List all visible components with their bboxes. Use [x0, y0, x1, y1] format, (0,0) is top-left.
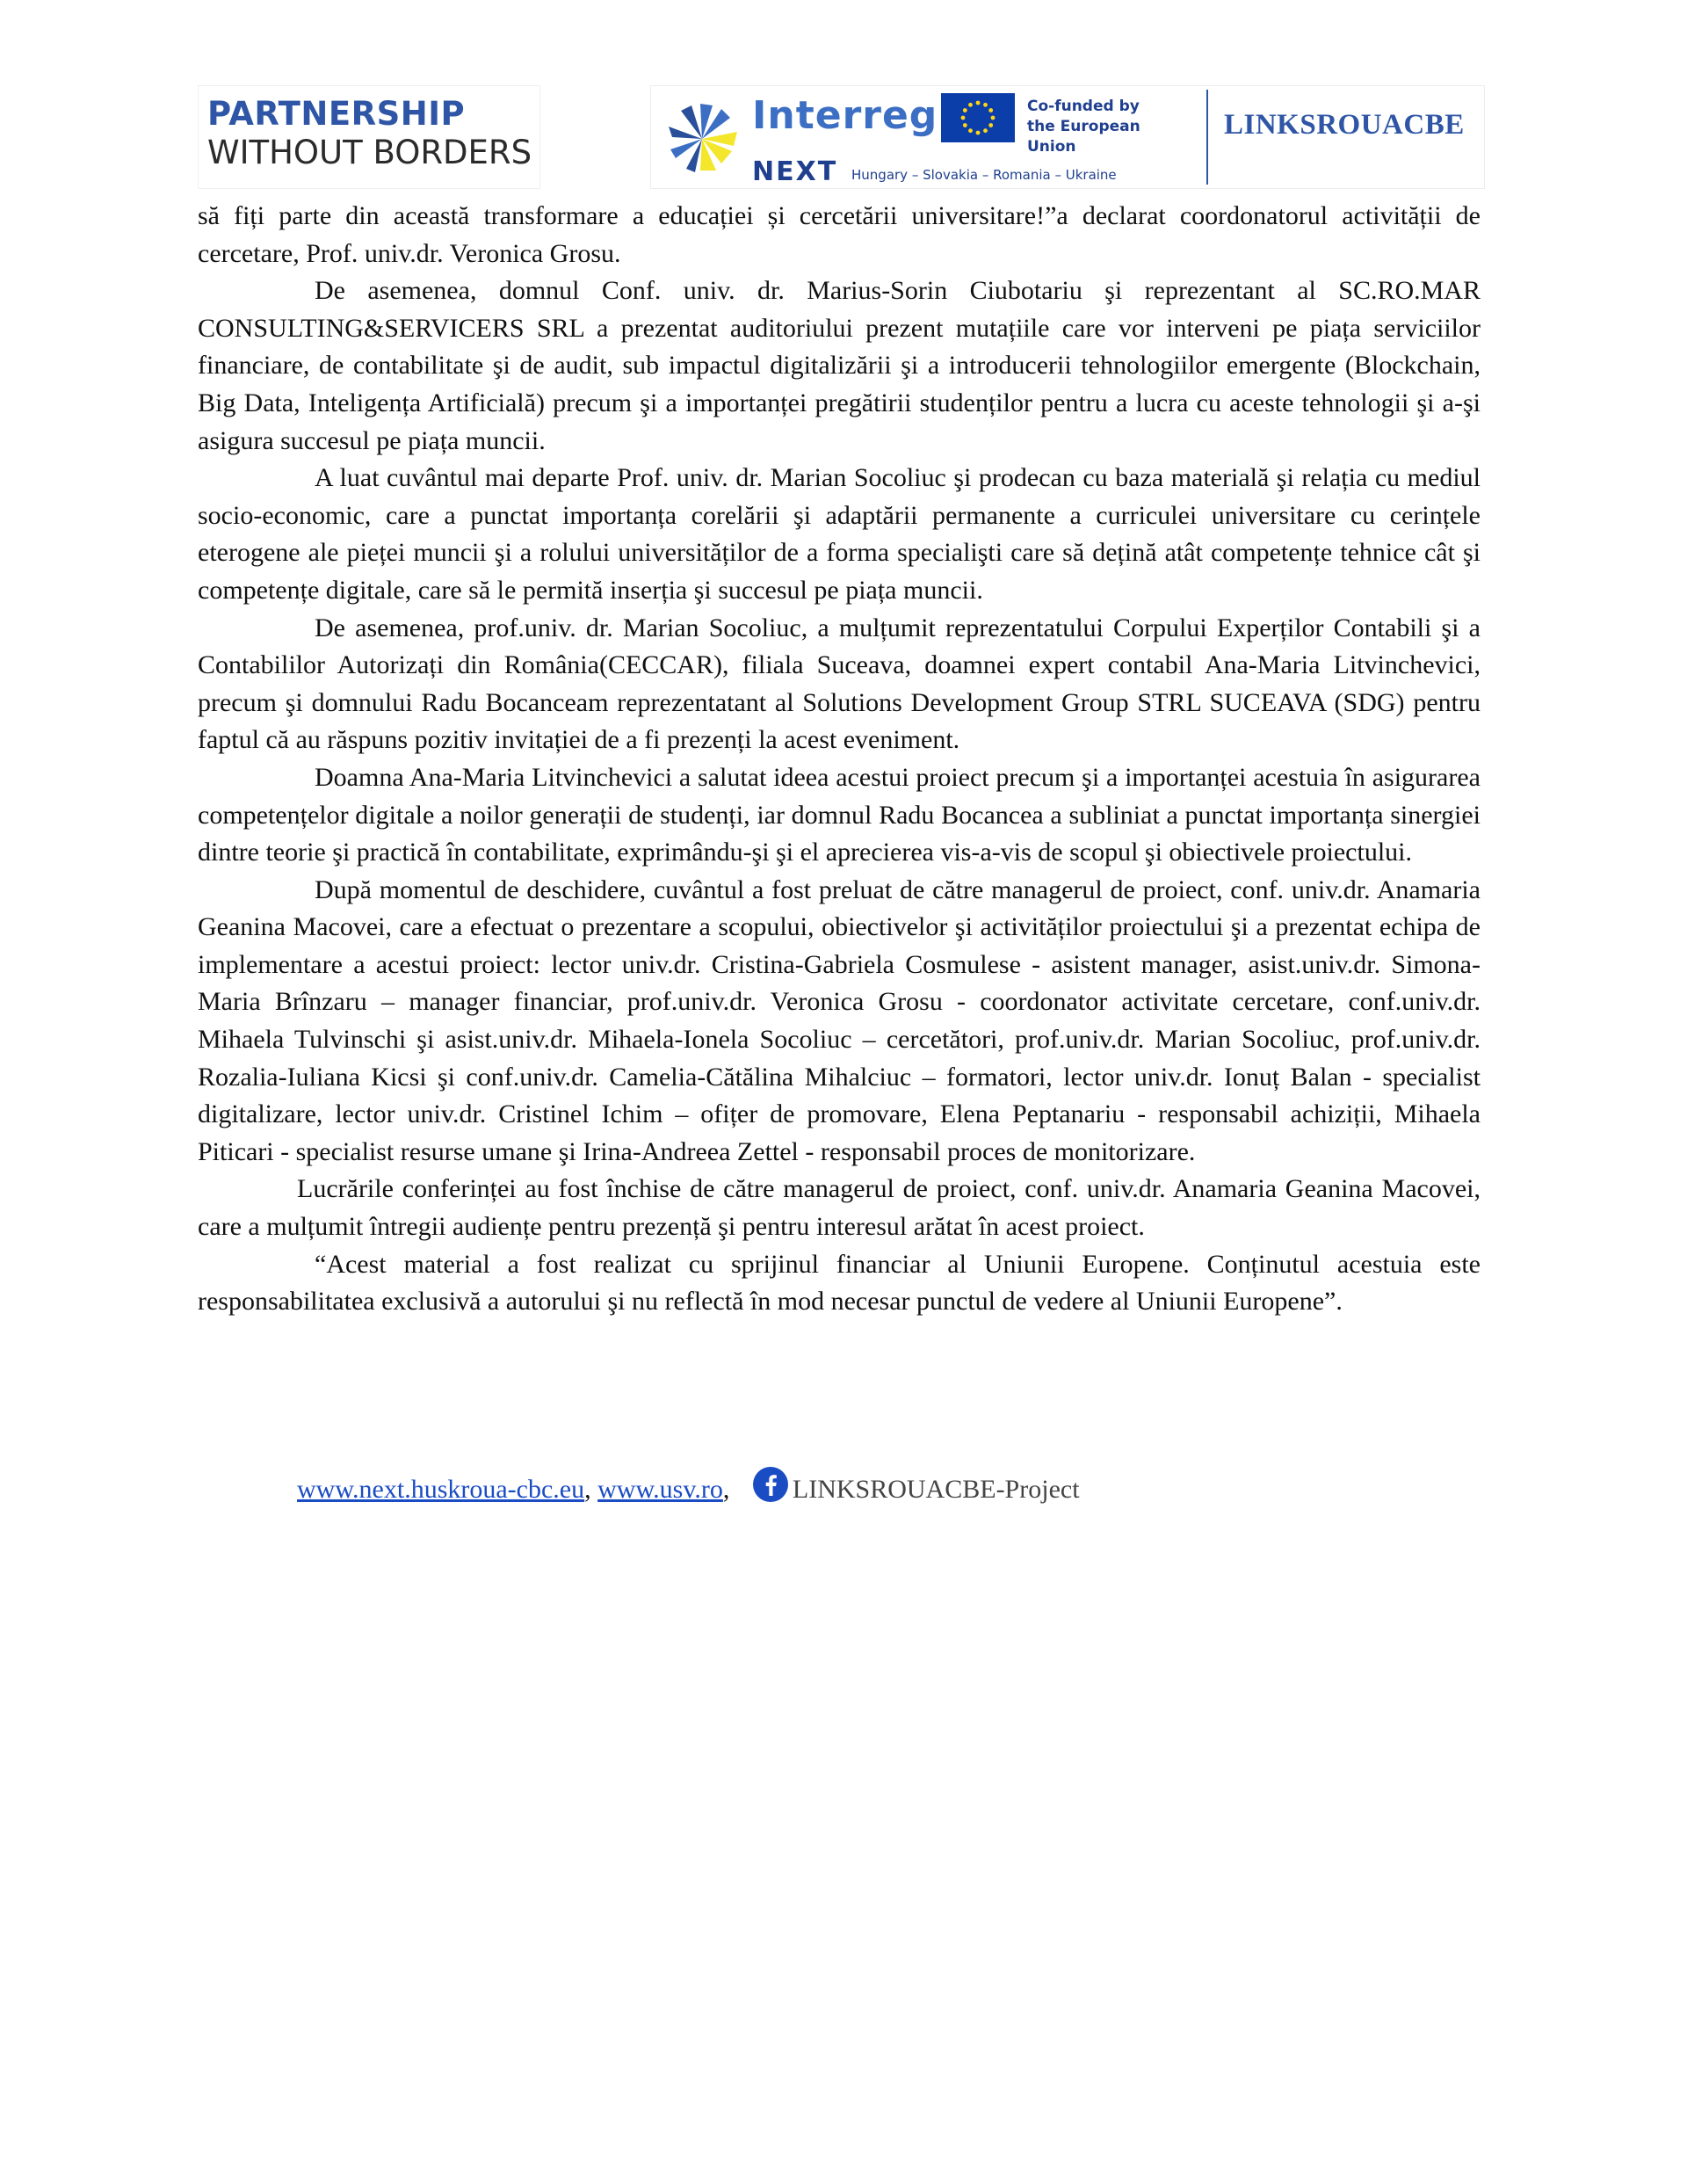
project-name: LINKSROUACBE — [1224, 109, 1465, 141]
links-line — [297, 1466, 1080, 1508]
comma: , — [722, 1475, 730, 1504]
comma: , — [584, 1475, 598, 1504]
paragraph-7: Lucrările conferinței au fost închise de către managerul de proiect, conf. univ.dr. Anamaria Geanina Macovei, care a mulțumit întregii audiențe pentru prezență şi pentru interesul arătat în acest proiect. — [198, 1174, 1481, 1242]
paragraph-2: De asemenea, domnul Conf. univ. dr. Marius-Sorin Ciubotariu şi reprezentant al SC.RO.MAR CONSULTING&SERVICERS SRL a prezentat auditoriului prezent mutațiile care vor interveni pe piața serviciilor financiare, de contabilitate şi de audit, sub impactul digitalizării şi a introducerii tehnologiilor emergente (Blockchain, Big Data, Inteligența Artificială) precum şi a importanței pregătirii studenților pentru a lucra cu aceste tehnologii şi a-şi asigura succesul pe piața muncii. — [198, 276, 1481, 455]
pwb-line2: WITHOUT BORDERS — [207, 134, 532, 171]
cofunded-label — [1027, 97, 1194, 157]
link-usv[interactable]: www.usv.ro — [597, 1475, 723, 1504]
paragraph-3: A luat cuvântul mai departe Prof. univ. dr. Marian Socoliuc şi prodecan cu baza materială şi relația cu mediul socio-economic, care a punctat importanța corelării şi adaptării permanente a curriculei universitare cu cerințele eterogene ale pieței muncii şi a rolului universităților de a forma specialişti care să dețină atât competențe tehnice cât şi competențe digitale, care să le permită inserția şi succesul pe piața muncii. — [198, 463, 1481, 605]
cofunded-line1: Co-funded by — [1027, 98, 1140, 115]
interreg-star-icon — [658, 93, 746, 181]
eu-flag-icon — [941, 93, 1015, 142]
interreg-banner — [650, 85, 1485, 189]
facebook-icon[interactable] — [752, 1466, 789, 1503]
paragraph-4: De asemenea, prof.univ. dr. Marian Socoliuc, a mulțumit reprezentatului Corpului Experților Contabili şi a Contabililor Autorizați din România(CECCAR), filiala Suceava, doamnei expert contabil Ana-Maria Litvinchevici, precum şi domnului Radu Bocanceam reprezentatant al Solutions Development Group STRL SUCEAVA (SDG) pentru faptul că au răspuns pozitiv invitației de a fi prezenți la acest eveniment. — [198, 613, 1481, 755]
paragraph-8-disclaimer: “Acest material a fost realizat cu sprijinul financiar al Uniunii Europene. Conținutul acestuia este responsabilitatea exclusivă a autorului şi nu reflectă în mod necesar punctul de vedere al Uniunii Europene”. — [198, 1249, 1481, 1317]
pwb-line1: PARTNERSHIP — [207, 95, 466, 133]
partnership-without-borders-logo — [198, 85, 540, 189]
interreg-wordmark: Interreg — [752, 93, 938, 138]
facebook-page-label[interactable]: LINKSROUACBE-Project — [792, 1475, 1080, 1504]
paragraph-5: Doamna Ana-Maria Litvinchevici a salutat ideea acestui proiect precum şi a importanței acestuia în asigurarea competențelor digitale a noilor generații de studenți, iar domnul Radu Bocancea a subliniat a punctat importanța sinergiei dintre teorie şi practică în contabilitate, exprimându-şi şi el aprecierea vis-a-vis de scopul şi obiectivele proiectului. — [198, 762, 1481, 867]
paragraph-6: După momentul de deschidere, cuvântul a fost preluat de către managerul de proiect, conf. univ.dr. Anamaria Geanina Macovei, care a efectuat o prezentare a scopului, obiectivelor şi activităților proiectului şi a prezentat echipa de implementare a acestui proiect: lector univ.dr. Cristina-Gabriela Cosmulese - asistent manager, asist.univ.dr. Simona-Maria Brînzaru – manager financiar, prof.univ.dr. Veronica Grosu - coordonator activitate cercetare, conf.univ.dr. Mihaela Tulvinschi şi asist.univ.dr. Mihaela-Ionela Socoliuc – cercetători, prof.univ.dr. Marian Socoliuc, prof.univ.dr. Rozalia-Iuliana Kicsi şi conf.univ.dr. Camelia-Cătălina Mihalciuc – formatori, lector univ.dr. Ionuț Balan - specialist digitalizare, lector univ.dr. Cristinel Ichim – ofițer de promovare, Elena Peptanariu - responsabil achiziții, Mihaela Piticari - specialist resurse umane şi Irina-Andreea Zettel - responsabil proces de monitorizare. — [198, 874, 1481, 1166]
cofunded-line2: the European Union — [1027, 118, 1140, 156]
paragraph-1: să fiți parte din această transformare a educației și cercetării universitare!”a declarat coordonatorul activității de cercetare, Prof. univ.dr. Veronica Grosu. — [198, 201, 1481, 268]
next-countries: Hungary – Slovakia – Romania – Ukraine — [851, 167, 1117, 183]
header-logos — [198, 85, 1485, 189]
header-divider — [1206, 90, 1208, 185]
next-wordmark: NEXT — [752, 156, 838, 187]
article-body — [198, 198, 1481, 1321]
link-next-huskroua[interactable]: www.next.huskroua-cbc.eu — [297, 1475, 585, 1504]
